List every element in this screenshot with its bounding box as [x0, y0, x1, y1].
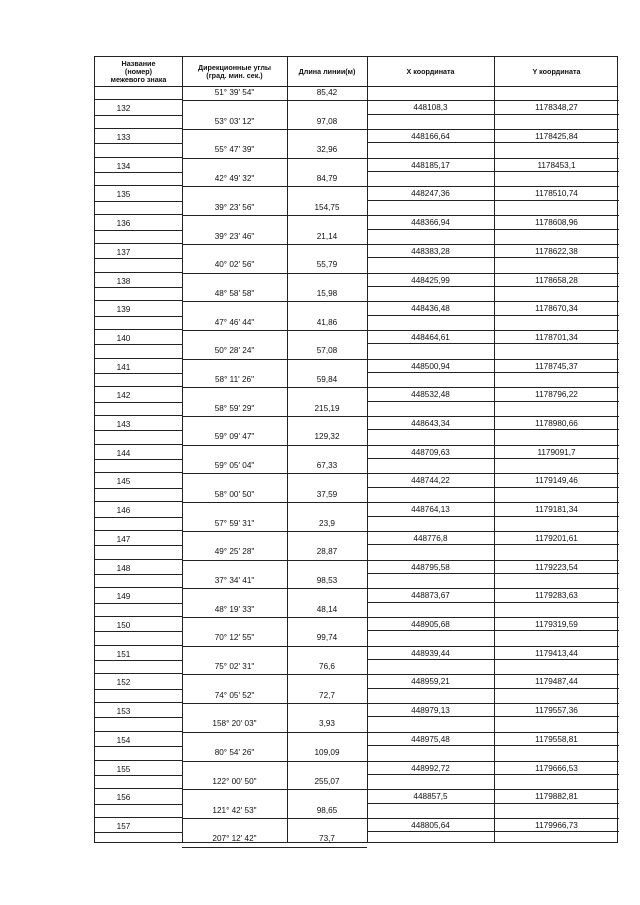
point-name-cell: 144 — [116, 448, 131, 458]
bearing-cell: 39° 23' 46" — [214, 231, 255, 241]
row-divider — [182, 674, 367, 675]
y-coordinate-cell: 1179666,53 — [535, 763, 578, 773]
y-coordinate-cell: 1179882,81 — [535, 792, 578, 802]
row-divider — [95, 775, 182, 776]
bearing-cell: 158° 20' 03" — [212, 719, 257, 729]
point-name-cell: 134 — [116, 161, 131, 171]
row-divider — [95, 316, 182, 317]
x-coordinate-cell: 448436,48 — [411, 304, 450, 314]
row-divider — [367, 774, 619, 775]
point-name-cell: 135 — [116, 190, 131, 200]
row-divider — [95, 300, 182, 301]
row-divider — [182, 646, 367, 647]
row-divider — [182, 761, 367, 762]
row-divider — [367, 171, 619, 172]
x-coordinate-cell: 448247,36 — [411, 189, 450, 199]
row-divider — [367, 244, 619, 245]
point-name-cell: 142 — [116, 391, 131, 401]
row-divider — [367, 732, 619, 733]
row-divider — [182, 847, 367, 848]
row-divider — [95, 760, 182, 761]
row-divider — [367, 602, 619, 603]
bearing-cell: 40° 02' 56" — [214, 260, 255, 270]
row-divider — [95, 172, 182, 173]
row-divider — [95, 788, 182, 789]
row-divider — [95, 373, 182, 374]
bearing-cell: 74° 05' 52" — [214, 690, 255, 700]
x-coordinate-cell: 448905,68 — [411, 620, 450, 629]
point-name-cell: 133 — [116, 133, 131, 142]
y-coordinate-cell: 1179223,54 — [535, 562, 578, 572]
row-divider — [182, 789, 367, 790]
length-cell: 215,19 — [314, 403, 340, 413]
length-cell: 154,75 — [314, 202, 340, 212]
x-coordinate-cell: 448366,94 — [411, 218, 450, 228]
row-divider — [95, 545, 182, 546]
point-name-cell: 155 — [116, 764, 131, 774]
point-name-cell: 139 — [116, 305, 131, 315]
header-bearing — [182, 57, 287, 86]
length-cell: 32,96 — [316, 145, 338, 155]
point-name-cell: 148 — [116, 563, 131, 573]
row-divider — [95, 660, 182, 661]
bearing-cell: 42° 49' 32" — [214, 174, 255, 184]
row-divider — [95, 702, 182, 703]
row-divider — [367, 114, 619, 115]
header-x-text: X координата — [406, 66, 455, 76]
row-divider — [182, 732, 367, 733]
row-divider — [95, 258, 182, 259]
row-divider — [367, 516, 619, 517]
length-cell: 84,79 — [316, 174, 338, 184]
row-divider — [95, 472, 182, 473]
length-cell: 98,53 — [316, 575, 338, 585]
x-coordinate-cell: 448857,5 — [413, 792, 448, 802]
x-coordinate-cell: 448383,28 — [411, 246, 450, 256]
row-divider — [367, 315, 619, 316]
row-divider — [367, 716, 619, 717]
x-coordinate-cell: 448795,58 — [411, 562, 450, 572]
y-coordinate-cell: 1179201,61 — [535, 533, 578, 543]
point-name-cell: 150 — [116, 621, 131, 630]
row-divider — [95, 272, 182, 273]
bearing-cell: 55° 47' 39" — [214, 145, 255, 155]
header-x-coordinate — [367, 57, 494, 86]
x-coordinate-cell: 448464,61 — [411, 332, 450, 342]
row-divider — [367, 588, 619, 589]
header-y-text: Y координата — [532, 66, 581, 76]
x-coordinate-cell: 448166,64 — [411, 132, 450, 141]
row-divider — [367, 416, 619, 417]
length-cell: 98,65 — [316, 805, 338, 815]
bearing-cell: 48° 58' 58" — [214, 288, 255, 298]
y-coordinate-cell: 1178658,28 — [535, 275, 578, 285]
row-divider — [367, 789, 619, 790]
bearing-cell: 122° 00' 50" — [212, 776, 257, 786]
row-divider — [182, 244, 367, 245]
row-divider — [182, 416, 367, 417]
y-coordinate-cell: 1179966,73 — [535, 820, 578, 830]
x-coordinate-cell: 448805,64 — [411, 820, 450, 830]
row-divider — [367, 831, 619, 832]
header-point-name-text: Название (номер) межевого знака — [110, 58, 167, 84]
row-divider — [367, 142, 619, 143]
row-divider — [367, 343, 619, 344]
header-bearing-text: Дирекционные углы (град. мин. сек.) — [197, 62, 272, 80]
point-name-cell: 138 — [116, 276, 131, 286]
y-coordinate-cell: 1178670,34 — [535, 304, 578, 314]
header-length — [287, 57, 367, 86]
row-divider — [95, 157, 182, 158]
row-divider — [95, 645, 182, 646]
row-divider — [95, 386, 182, 387]
row-divider — [95, 559, 182, 560]
y-coordinate-cell: 1179283,63 — [535, 591, 578, 601]
row-divider — [95, 214, 182, 215]
row-divider — [367, 630, 619, 631]
row-divider — [182, 100, 367, 101]
row-divider — [367, 458, 619, 459]
row-divider — [367, 286, 619, 287]
bearing-cell: 57° 59' 31" — [214, 518, 255, 528]
y-coordinate-cell: 1178425,84 — [535, 132, 578, 141]
row-divider — [367, 674, 619, 675]
row-divider — [182, 588, 367, 589]
row-divider — [367, 531, 619, 532]
point-name-cell: 140 — [116, 333, 131, 343]
length-cell: 109,09 — [314, 748, 340, 758]
point-name-cell: 151 — [116, 649, 131, 659]
row-divider — [95, 587, 182, 588]
row-divider — [367, 273, 619, 274]
point-name-cell: 152 — [116, 678, 131, 688]
row-divider — [182, 531, 367, 532]
length-cell: 73,7 — [319, 834, 335, 844]
row-divider — [367, 761, 619, 762]
bearing-cell: 51° 39' 54" — [214, 88, 255, 97]
bearing-cell: 39° 23' 56" — [214, 202, 255, 212]
y-coordinate-cell: 1179487,44 — [535, 677, 578, 687]
bearing-cell: 70° 12' 55" — [214, 633, 255, 643]
row-divider — [367, 429, 619, 430]
length-cell: 76,6 — [319, 662, 335, 671]
x-coordinate-cell: 448108,3 — [413, 103, 448, 113]
row-divider — [95, 143, 182, 144]
row-divider — [367, 502, 619, 503]
point-name-cell: 154 — [116, 735, 131, 745]
row-divider — [367, 573, 619, 574]
row-divider — [95, 731, 182, 732]
y-coordinate-cell: 1178608,96 — [535, 218, 578, 228]
y-coordinate-cell: 1179319,59 — [535, 620, 578, 629]
row-divider — [367, 200, 619, 201]
length-cell: 41,86 — [316, 317, 338, 327]
y-coordinate-cell: 1179557,36 — [535, 706, 578, 715]
x-coordinate-cell: 448959,21 — [411, 677, 450, 687]
row-divider — [182, 129, 367, 130]
point-name-cell: 157 — [116, 821, 131, 831]
y-coordinate-cell: 1178796,22 — [535, 390, 578, 400]
row-divider — [367, 818, 619, 819]
length-cell: 37,59 — [316, 489, 338, 499]
row-divider — [95, 488, 182, 489]
row-divider — [367, 186, 619, 187]
row-divider — [367, 544, 619, 545]
bearing-cell: 37° 34' 41" — [214, 575, 255, 585]
bearing-cell: 59° 09' 47" — [214, 432, 255, 442]
row-divider — [182, 301, 367, 302]
row-divider — [182, 273, 367, 274]
row-divider — [182, 703, 367, 704]
x-coordinate-cell: 448744,22 — [411, 476, 450, 486]
x-coordinate-cell: 448776,8 — [413, 533, 448, 543]
row-divider — [95, 574, 182, 575]
y-coordinate-cell: 1179558,81 — [535, 734, 578, 744]
row-divider — [182, 560, 367, 561]
bearing-cell: 47° 46' 44" — [214, 317, 255, 327]
x-coordinate-cell: 448979,13 — [411, 706, 450, 715]
row-divider — [95, 746, 182, 747]
row-divider — [367, 745, 619, 746]
row-divider — [367, 229, 619, 230]
header-point-name — [95, 57, 182, 86]
point-name-cell: 145 — [116, 477, 131, 487]
row-divider — [95, 501, 182, 502]
y-coordinate-cell: 1178745,37 — [535, 361, 578, 371]
point-name-cell: 137 — [116, 247, 131, 257]
header-divider — [95, 86, 617, 87]
x-coordinate-cell: 448425,99 — [411, 275, 450, 285]
x-coordinate-cell: 448500,94 — [411, 361, 450, 371]
row-divider — [95, 329, 182, 330]
row-divider — [95, 717, 182, 718]
bearing-cell: 50° 28' 24" — [214, 346, 255, 356]
row-divider — [367, 257, 619, 258]
bearing-cell: 58° 59' 29" — [214, 403, 255, 413]
point-name-cell: 153 — [116, 707, 131, 716]
bearing-cell: 53° 03' 12" — [214, 116, 255, 126]
row-divider — [367, 215, 619, 216]
length-cell: 21,14 — [316, 231, 338, 241]
row-divider — [367, 646, 619, 647]
row-divider — [95, 603, 182, 604]
point-name-cell: 141 — [116, 362, 131, 372]
row-divider — [95, 459, 182, 460]
y-coordinate-cell: 1178348,27 — [535, 103, 578, 113]
length-cell: 99,74 — [316, 633, 338, 643]
row-divider — [182, 502, 367, 503]
row-divider — [95, 201, 182, 202]
y-coordinate-cell: 1179091,7 — [537, 447, 576, 457]
y-coordinate-cell: 1178980,66 — [535, 419, 578, 429]
length-cell: 72,7 — [319, 690, 335, 700]
x-coordinate-cell: 448873,67 — [411, 591, 450, 601]
bearing-cell: 59° 05' 04" — [214, 461, 255, 471]
row-divider — [95, 832, 182, 833]
bearing-cell: 49° 25' 28" — [214, 547, 255, 557]
row-divider — [367, 445, 619, 446]
row-divider — [95, 230, 182, 231]
length-cell: 85,42 — [316, 88, 338, 97]
row-divider — [95, 444, 182, 445]
bearing-cell: 58° 00' 50" — [214, 489, 255, 499]
header-length-text: Длина линии(м) — [298, 66, 356, 76]
x-coordinate-cell: 448185,17 — [411, 160, 450, 170]
y-coordinate-cell: 1178453,1 — [537, 160, 576, 170]
point-name-cell: 156 — [116, 793, 131, 803]
row-divider — [182, 818, 367, 819]
row-divider — [367, 617, 619, 618]
row-divider — [367, 158, 619, 159]
point-name-cell: 149 — [116, 592, 131, 602]
length-cell: 15,98 — [316, 288, 338, 298]
length-cell: 23,9 — [319, 518, 335, 528]
row-divider — [182, 473, 367, 474]
row-divider — [95, 689, 182, 690]
y-coordinate-cell: 1178510,74 — [535, 189, 578, 199]
row-divider — [367, 487, 619, 488]
length-cell: 67,33 — [316, 461, 338, 471]
row-divider — [367, 100, 619, 101]
length-cell: 48,14 — [316, 604, 338, 614]
y-coordinate-cell: 1178622,38 — [535, 246, 578, 256]
header-y-coordinate — [494, 57, 619, 86]
row-divider — [182, 158, 367, 159]
row-divider — [367, 659, 619, 660]
x-coordinate-cell: 448939,44 — [411, 648, 450, 658]
row-divider — [367, 330, 619, 331]
row-divider — [182, 359, 367, 360]
row-divider — [95, 287, 182, 288]
length-cell: 55,79 — [316, 260, 338, 270]
bearing-cell: 207° 12' 42" — [212, 834, 257, 844]
y-coordinate-cell: 1179149,46 — [535, 476, 578, 486]
length-cell: 255,07 — [314, 776, 340, 786]
row-divider — [95, 128, 182, 129]
row-divider — [182, 186, 367, 187]
row-divider — [182, 387, 367, 388]
length-cell: 28,87 — [316, 547, 338, 557]
row-divider — [95, 344, 182, 345]
length-cell: 3,93 — [319, 719, 335, 729]
row-divider — [367, 129, 619, 130]
row-divider — [367, 401, 619, 402]
row-divider — [367, 372, 619, 373]
row-divider — [367, 387, 619, 388]
row-divider — [95, 530, 182, 531]
row-divider — [182, 215, 367, 216]
row-divider — [95, 817, 182, 818]
row-divider — [182, 445, 367, 446]
y-coordinate-cell: 1179413,44 — [535, 648, 578, 658]
length-cell: 57,08 — [316, 346, 338, 356]
length-cell: 129,32 — [314, 432, 340, 442]
x-coordinate-cell: 448643,34 — [411, 419, 450, 429]
row-divider — [367, 359, 619, 360]
x-coordinate-cell: 448532,48 — [411, 390, 450, 400]
row-divider — [95, 185, 182, 186]
row-divider — [367, 560, 619, 561]
bearing-cell: 80° 54' 26" — [214, 748, 255, 758]
point-name-cell: 136 — [116, 219, 131, 229]
row-divider — [95, 402, 182, 403]
x-coordinate-cell: 448709,63 — [411, 447, 450, 457]
row-divider — [367, 688, 619, 689]
bearing-cell: 58° 11' 26" — [214, 375, 254, 384]
row-divider — [95, 517, 182, 518]
row-divider — [95, 415, 182, 416]
row-divider — [95, 430, 182, 431]
length-cell: 59,84 — [316, 375, 338, 384]
x-coordinate-cell: 448975,48 — [411, 734, 450, 744]
point-name-cell: 146 — [116, 506, 131, 516]
bearing-cell: 75° 02' 31" — [214, 662, 255, 671]
row-divider — [95, 631, 182, 632]
x-coordinate-cell: 448764,13 — [411, 505, 450, 515]
point-name-cell: 132 — [116, 104, 131, 114]
x-coordinate-cell: 448992,72 — [411, 763, 450, 773]
row-divider — [95, 673, 182, 674]
row-divider — [182, 617, 367, 618]
row-divider — [367, 473, 619, 474]
row-divider — [95, 115, 182, 116]
y-coordinate-cell: 1179181,34 — [535, 505, 578, 515]
point-name-cell: 147 — [116, 534, 131, 544]
row-divider — [367, 301, 619, 302]
row-divider — [367, 803, 619, 804]
y-coordinate-cell: 1178701,34 — [535, 332, 578, 342]
bearing-cell: 48° 19' 33" — [214, 604, 255, 614]
row-divider — [95, 616, 182, 617]
boundary-points-table — [94, 56, 618, 843]
row-divider — [367, 703, 619, 704]
row-divider — [95, 99, 182, 100]
point-name-cell: 143 — [116, 420, 131, 430]
row-divider — [95, 243, 182, 244]
bearing-cell: 121° 42' 53" — [212, 805, 257, 815]
row-divider — [95, 804, 182, 805]
length-cell: 97,08 — [316, 116, 338, 126]
row-divider — [182, 330, 367, 331]
row-divider — [95, 358, 182, 359]
